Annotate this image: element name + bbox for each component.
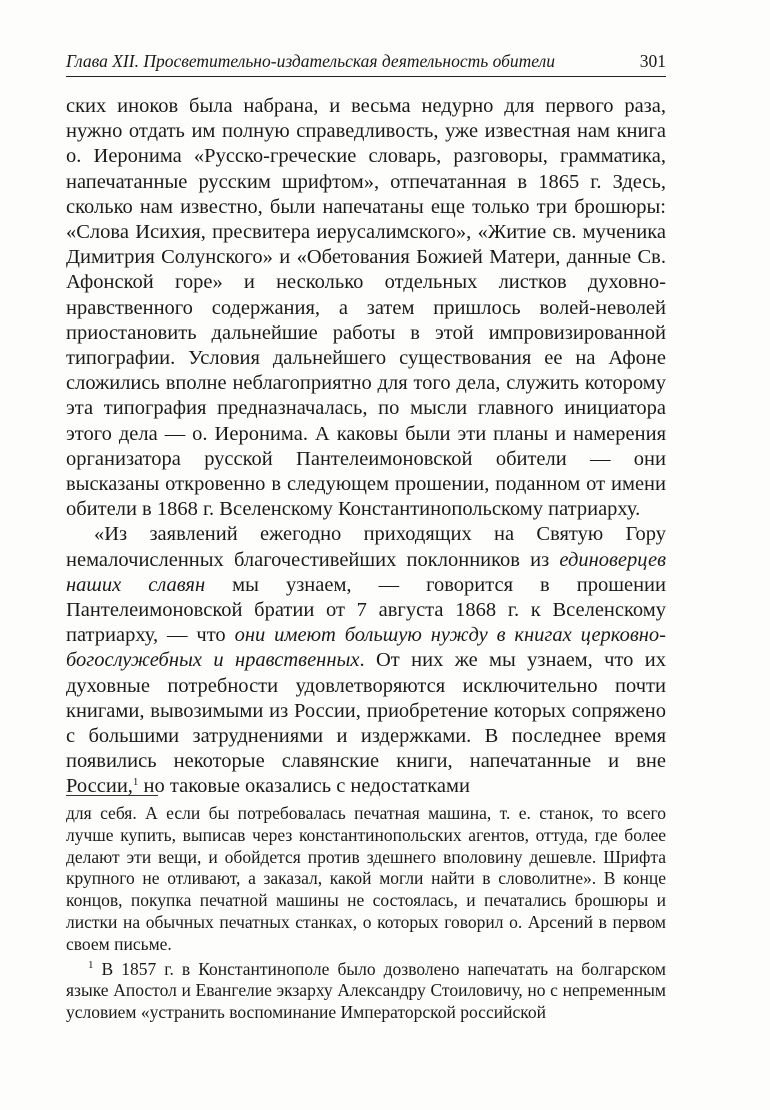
chapter-title: Глава XII. Просветительно-издательская деятельность обители	[66, 51, 555, 71]
italic-phrase-slavs: единоверцев наших славян	[66, 548, 666, 596]
paragraph-2-part-a: «Из заявлений ежегодно приходящих на Святую Гору немалочисленных благочестивейших поклонников из	[66, 523, 666, 571]
italic-phrase-books: они имеют большую нужду в книгах церковно-богослужебных и нравственных	[66, 624, 666, 672]
footnote-1-text: В 1857 г. в Константинополе было дозволено напечатать на болгарском языке Апостол и Евангелие экзарху Александру Стоиловичу, но с непременным условием «устранить воспоминание Императорской российской	[66, 958, 666, 1023]
footnote-separator	[66, 795, 158, 796]
page-number: 301	[639, 51, 666, 71]
footnotes	[66, 803, 666, 1024]
footnote-1-mark: 1	[88, 958, 94, 971]
paragraph-2-part-e: . От них же мы узнаем, что их духовные потребности удовлетворяются исключительно почти книгами, вывозимыми из России, приобретение которых сопряжено с большими затруднениями и издержками. В последнее время появились некоторые славянские книги, напечатанные и вне России,	[66, 649, 666, 798]
paragraph-1: ских иноков была набрана, и весьма недурно для первого раза, нужно отдать им полную справедливость, уже известная нам книга о. Иеронима «Русско-греческие словарь, разговоры, грамматика, напечатанные русским шрифтом», отпечатанная в 1865 г. Здесь, сколько нам известно, были напечатаны еще только три брошюры: «Слова Исихия, пресвитера иерусалимского», «Житие св. мученика Димитрия Солунского» и «Обетования Божией Матери, данные Св. Афонской горе» и несколько отдельных листков духовно-нравственного содержания, а затем пришлось волей-неволей приостановить дальнейшие работы в этой импровизированной типографии. Условия дальнейшего существования ее на Афоне сложились вполне неблагоприятно для того дела, служить которому эта типография предназначалась, по мысли главного инициатора этого дела — о. Иеронима. А каковы были эти планы и намерения организатора русской Пантелеимоновской обители — они высказаны откровенно в следующем прошении, поданном от имени обители в 1868 г. Вселенскому Константинопольскому патриарху.	[66, 95, 666, 521]
header-rule	[66, 76, 666, 77]
footnote-1	[66, 959, 666, 1024]
footnote-continuation: для себя. А если бы потребовалась печатная машина, т. е. станок, то всего лучше купить, выписав через константинопольских агентов, оттуда, где более делают эти вещи, и обойдется против здешнего вполовину дешевле. Шрифта крупного не отливают, а заказал, какой могли найти в словолитне». В конце концов, покупка печатной машины не состоялась, и печатались брошюры и листки на обычных печатных станках, о которых говорил о. Арсений в первом своем письме.	[66, 803, 666, 954]
main-text	[66, 94, 666, 800]
running-header	[66, 46, 666, 72]
footnote-ref-1: 1	[132, 776, 139, 789]
paragraph-2-part-c: мы узнаем, — говорится в прошении Пантелеимоновской братии от 7 августа 1868 г. к Вселенскому патриарху, — что	[66, 573, 667, 647]
paragraph-2	[66, 522, 666, 799]
paragraph-2-part-f: но таковые оказались с недостатками	[138, 775, 470, 798]
